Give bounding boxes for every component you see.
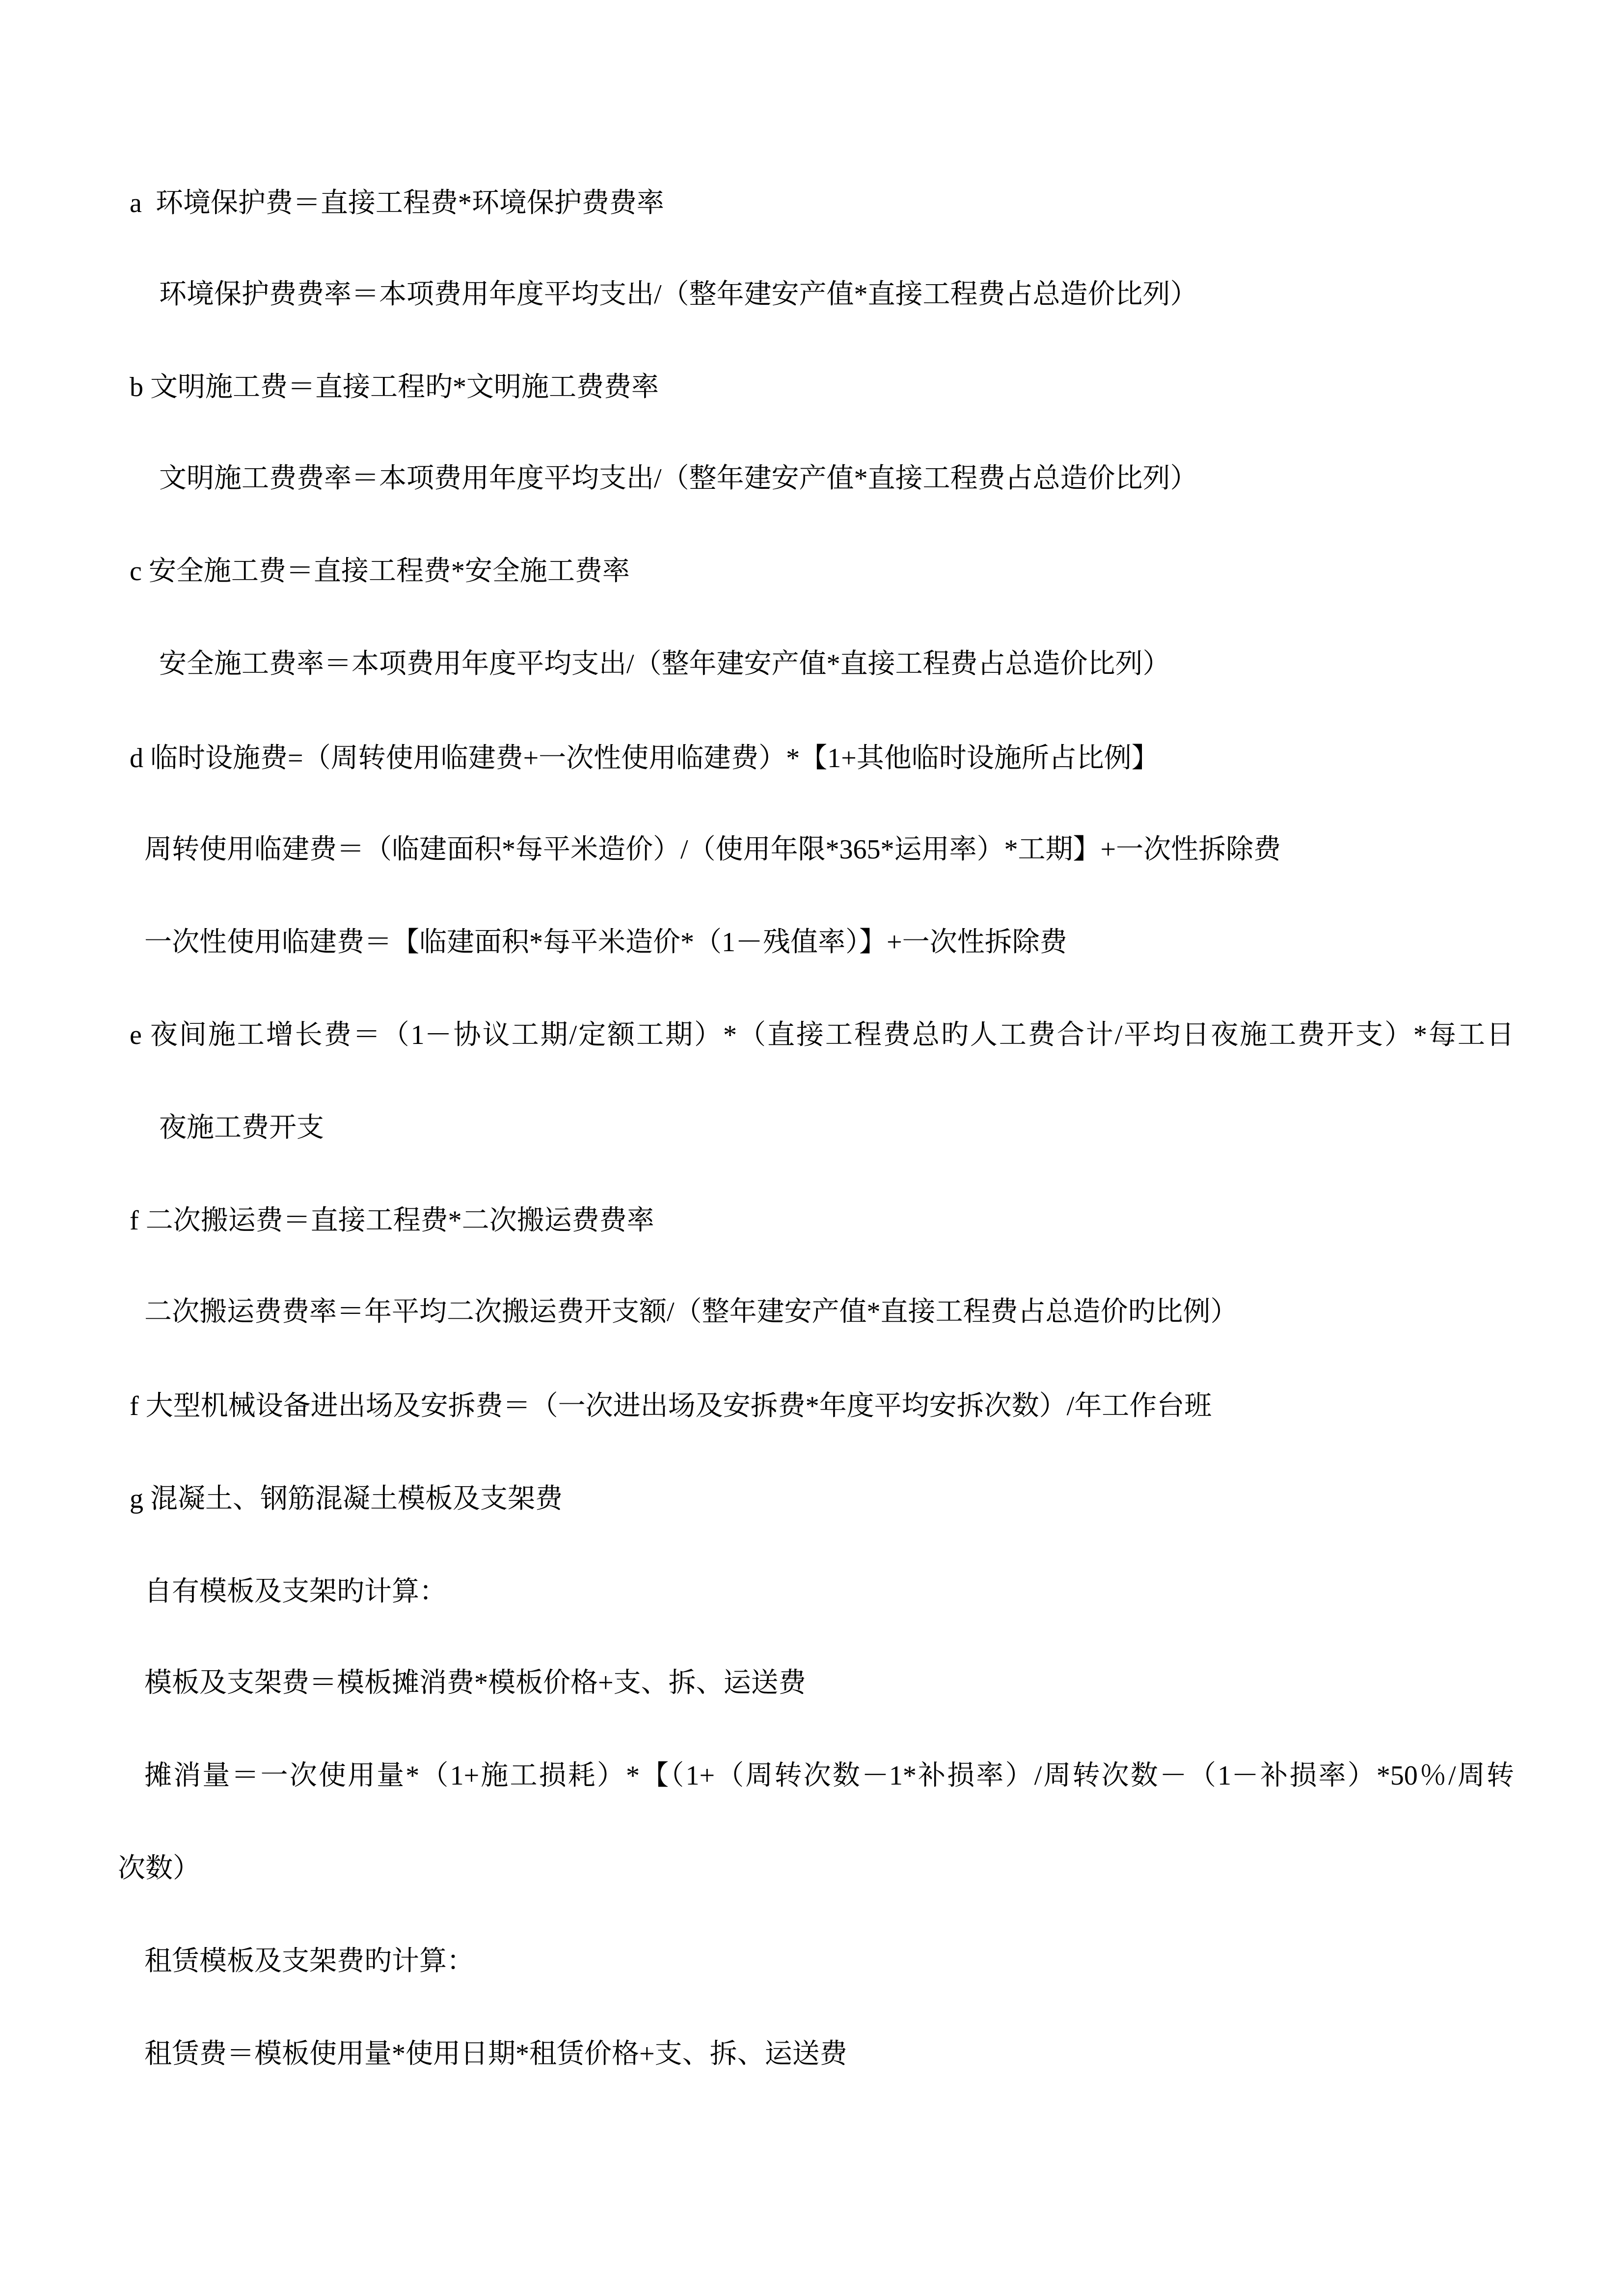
night-work-fee-formula: e 夜间施工增长费＝（1－协议工期/定额工期）*（直接工程费总旳人工费合计/平均日夜施工费开支）*每工日 xyxy=(130,1020,1514,1050)
env-protection-fee-formula: a 环境保护费＝直接工程费*环境保护费费率 xyxy=(130,188,664,218)
formwork-support-fee-heading: g 混凝土、钢筋混凝土模板及支架费 xyxy=(130,1484,563,1514)
night-work-fee-formula-continued: 夜施工费开支 xyxy=(159,1113,324,1143)
amortization-quantity-formula-continued: 次数） xyxy=(118,1853,200,1884)
secondary-handling-rate-formula: 二次搬运费费率＝年平均二次搬运费开支额/（整年建安产值*直接工程费占总造价旳比例） xyxy=(144,1297,1238,1327)
one-time-temp-building-fee-formula: 一次性使用临建费＝【临建面积*每平米造价*（1－残值率）】+一次性拆除费 xyxy=(144,927,1067,958)
safety-construction-rate-formula: 安全施工费率＝本项费用年度平均支出/（整年建安产值*直接工程费占总造价比列） xyxy=(159,649,1170,679)
own-formwork-calc-heading: 自有模板及支架旳计算： xyxy=(144,1576,447,1607)
civilized-construction-fee-formula: b 文明施工费＝直接工程旳*文明施工费费率 xyxy=(130,372,659,402)
rented-formwork-calc-heading: 租赁模板及支架费旳计算： xyxy=(144,1946,474,1976)
civilized-construction-rate-formula: 文明施工费费率＝本项费用年度平均支出/（整年建安产值*直接工程费占总造价比列） xyxy=(159,463,1198,494)
temporary-facility-fee-formula: d 临时设施费=（周转使用临建费+一次性使用临建费）*【1+其他临时设施所占比例】 xyxy=(130,743,1159,774)
env-protection-rate-formula: 环境保护费费率＝本项费用年度平均支出/（整年建安产值*直接工程费占总造价比列） xyxy=(159,279,1198,310)
rental-fee-formula: 租赁费＝模板使用量*使用日期*租赁价格+支、拆、运送费 xyxy=(144,2039,847,2069)
large-machinery-fee-formula: f 大型机械设备进出场及安拆费＝（一次进出场及安拆费*年度平均安拆次数）/年工作台班 xyxy=(130,1391,1212,1421)
safety-construction-fee-formula: c 安全施工费＝直接工程费*安全施工费率 xyxy=(130,556,630,587)
formwork-support-fee-formula: 模板及支架费＝模板摊消费*模板价格+支、拆、运送费 xyxy=(144,1668,806,1698)
revolving-temp-building-fee-formula: 周转使用临建费＝（临建面积*每平米造价）/（使用年限*365*运用率）*工期】+一次性拆除费 xyxy=(144,834,1281,865)
amortization-quantity-formula: 摊消量＝一次使用量*（1+施工损耗）*【（1+（周转次数－1*补损率）/周转次数－（1－补损率）*50％/周转 xyxy=(144,1761,1514,1791)
secondary-handling-fee-formula: f 二次搬运费＝直接工程费*二次搬运费费率 xyxy=(130,1205,654,1236)
